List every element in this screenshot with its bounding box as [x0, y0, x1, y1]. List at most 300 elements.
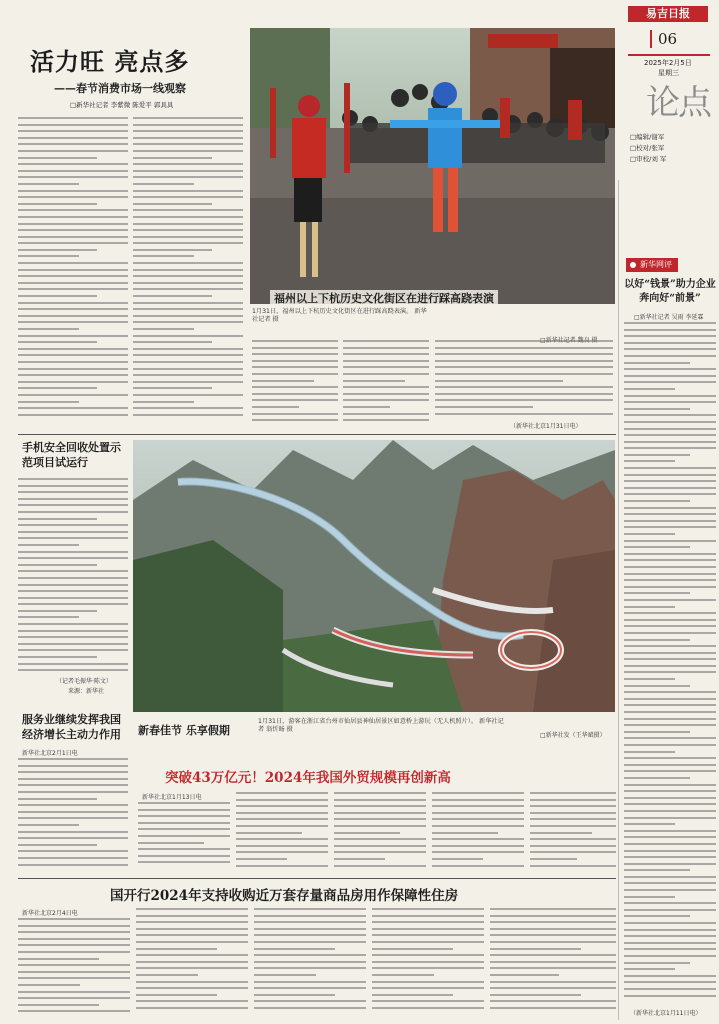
text-line [624, 454, 690, 456]
text-line [624, 784, 716, 786]
text-line [18, 361, 128, 363]
text-line [372, 1007, 484, 1009]
text-line [432, 851, 524, 853]
text-line [490, 994, 581, 996]
text-line [435, 380, 563, 382]
text-line [624, 869, 690, 871]
text-line [530, 805, 616, 807]
text-line [18, 229, 128, 231]
text-line [624, 342, 716, 344]
text-line [18, 394, 128, 396]
article4-title: 突破43万亿元！2024年我国外贸规模再创新高 [165, 770, 451, 786]
text-line [432, 799, 524, 801]
text-line [624, 704, 716, 706]
text-line [133, 335, 243, 337]
text-line [624, 507, 716, 509]
text-line [343, 340, 429, 342]
text-line [136, 974, 198, 976]
text-line [624, 586, 716, 588]
article5-col4 [372, 908, 484, 1018]
text-line [372, 1000, 484, 1002]
article5-title: 国开行2024年支持收购近万套存量商品房用作保障性住房 [110, 888, 459, 904]
glass-bridge-photo [133, 440, 615, 712]
text-line [624, 434, 716, 436]
article5-dateline: 新华社北京2月4日电 [22, 910, 78, 917]
text-line [624, 889, 716, 891]
text-line [133, 341, 212, 343]
text-line [334, 858, 385, 860]
text-line [624, 955, 716, 957]
text-line [624, 553, 716, 555]
text-line [18, 944, 130, 946]
text-line [133, 315, 243, 317]
text-line [18, 407, 128, 409]
text-line [334, 825, 426, 827]
text-line [254, 1000, 366, 1002]
text-line [624, 447, 716, 449]
text-line [254, 941, 366, 943]
text-line [624, 935, 716, 937]
text-line [334, 812, 426, 814]
text-line [254, 934, 366, 936]
text-line [252, 366, 338, 368]
text-line [490, 948, 581, 950]
text-line [133, 414, 243, 416]
text-line [624, 777, 690, 779]
text-line [624, 513, 716, 515]
text-line [133, 229, 243, 231]
article4-dateline: 新华社北京1月13日电 [142, 794, 202, 801]
text-line [18, 951, 130, 953]
article4-col5 [530, 792, 616, 874]
text-line [372, 981, 484, 983]
text-line [133, 249, 212, 251]
text-line [18, 137, 128, 139]
text-line [624, 995, 716, 997]
text-line [136, 994, 217, 996]
text-line [530, 851, 616, 853]
text-line [133, 242, 243, 244]
text-line [254, 928, 366, 930]
text-line [133, 407, 243, 409]
text-line [334, 818, 426, 820]
text-line [136, 908, 248, 910]
text-line [624, 665, 716, 667]
text-line [133, 288, 243, 290]
text-line [18, 262, 128, 264]
text-line [18, 984, 80, 986]
lead-body-col1 [18, 117, 128, 422]
text-line [18, 414, 128, 416]
text-line [18, 656, 97, 658]
text-line [236, 825, 328, 827]
photo1-caption-small: 1月31日，福州以上下杭历史文化街区在进行踩高跷表演。 新华社记者 摄 [252, 308, 427, 323]
lead-title: 活力旺 亮点多 [30, 47, 190, 76]
text-line [18, 183, 79, 185]
text-line [18, 143, 128, 145]
text-line [18, 925, 130, 927]
text-line [252, 380, 314, 382]
text-line [432, 832, 498, 834]
text-line [624, 803, 716, 805]
text-line [334, 799, 426, 801]
text-line [236, 845, 328, 847]
text-line [624, 691, 716, 693]
text-line [624, 863, 716, 865]
text-line [624, 329, 716, 331]
text-line [138, 848, 230, 850]
sidebar-dateline-end: （新华社北京1月11日电） [630, 1010, 702, 1017]
article5-col3 [254, 908, 366, 1018]
masthead [620, 6, 715, 176]
text-line [624, 711, 716, 713]
text-line [18, 478, 128, 480]
article5-col5 [490, 908, 616, 1018]
text-line [18, 623, 128, 625]
photo1-caption-main: 福州以上下杭历史文化街区在进行踩高跷表演 [270, 290, 498, 306]
text-line [624, 401, 716, 403]
text-line [624, 612, 716, 614]
text-line [432, 818, 524, 820]
text-line [236, 858, 287, 860]
text-line [136, 915, 248, 917]
text-line [530, 838, 616, 840]
sidebar-body [624, 322, 716, 1004]
text-line [372, 948, 453, 950]
article4-col1 [138, 802, 230, 874]
text-line [18, 321, 128, 323]
text-line [138, 822, 230, 824]
text-line [372, 928, 484, 930]
text-line [624, 540, 716, 542]
text-line [372, 961, 484, 963]
article3-dateline: 新华社北京2月1日电 [22, 750, 78, 757]
text-line [432, 845, 524, 847]
text-line [18, 844, 97, 846]
photo2-banner: 新春佳节 乐享假期 [138, 724, 230, 737]
text-line [133, 394, 243, 396]
text-line [252, 340, 338, 342]
text-line [18, 315, 128, 317]
text-line [133, 216, 243, 218]
text-line [372, 934, 484, 936]
text-line [624, 698, 716, 700]
text-line [18, 130, 128, 132]
text-line [435, 347, 613, 349]
text-line [18, 209, 128, 211]
text-line [624, 764, 716, 766]
text-line [18, 1004, 99, 1006]
text-line [252, 413, 338, 415]
text-line [18, 150, 128, 152]
text-line [18, 778, 128, 780]
text-line [133, 308, 243, 310]
text-line [252, 373, 338, 375]
text-line [18, 850, 128, 852]
stilt-performance-photo [250, 28, 615, 304]
text-line [490, 974, 559, 976]
sidebar-title: 以好“钱景”助力企业奔向好“前景” [624, 279, 716, 304]
text-line [133, 401, 194, 403]
text-line [343, 347, 429, 349]
text-line [133, 163, 243, 165]
text-line [18, 771, 128, 773]
text-line [136, 1007, 248, 1009]
text-line [18, 255, 79, 257]
text-line [343, 406, 390, 408]
text-line [136, 921, 248, 923]
editor-line: □校对/张军 [630, 144, 665, 152]
text-line [18, 811, 128, 813]
text-line [252, 419, 338, 421]
text-line [236, 792, 328, 794]
text-line [18, 531, 128, 533]
text-line [624, 348, 716, 350]
text-line [372, 987, 484, 989]
article5-col2 [136, 908, 248, 1018]
text-line [133, 255, 194, 257]
text-line [133, 381, 243, 383]
text-line [133, 137, 243, 139]
text-line [254, 954, 366, 956]
text-line [343, 380, 405, 382]
text-line [18, 335, 128, 337]
text-line [133, 124, 243, 126]
text-line [432, 865, 524, 867]
text-line [18, 643, 128, 645]
text-line [624, 724, 716, 726]
text-line [624, 948, 716, 950]
text-line [18, 918, 130, 920]
text-line [490, 954, 616, 956]
text-line [530, 845, 616, 847]
text-line [252, 406, 299, 408]
text-line [18, 857, 128, 859]
text-line [624, 902, 716, 904]
text-line [624, 355, 716, 357]
text-line [236, 818, 328, 820]
text-line [343, 366, 429, 368]
text-line [18, 249, 97, 251]
text-line [624, 658, 716, 660]
text-line [624, 830, 716, 832]
editor-line: □编辑/谢军 [630, 133, 665, 141]
text-line [18, 649, 128, 651]
text-line [18, 216, 128, 218]
text-line [18, 564, 97, 566]
short-dateline: （新华社北京1月31日电） [510, 423, 582, 430]
text-line [236, 865, 328, 867]
text-line [624, 322, 716, 324]
text-line [18, 282, 128, 284]
text-line [18, 368, 128, 370]
text-line [624, 368, 716, 370]
text-line [18, 831, 128, 833]
text-line [18, 275, 128, 277]
text-line [372, 974, 434, 976]
text-line [624, 744, 716, 746]
text-line [530, 858, 577, 860]
text-line [133, 361, 243, 363]
text-line [18, 485, 128, 487]
text-line [490, 1000, 616, 1002]
text-line [136, 967, 248, 969]
text-line [18, 1010, 130, 1012]
text-line [435, 366, 613, 368]
text-line [18, 524, 128, 526]
text-line [624, 619, 716, 621]
text-line [252, 393, 338, 395]
text-line [490, 908, 616, 910]
photo2-caption-small: 1月31日，游客在浙江省台州市仙居县神仙居景区如意桥上游玩（无人机照片）。 新华社记者 翁忻旸 摄 [258, 718, 504, 733]
text-line [624, 909, 716, 911]
text-line [136, 954, 248, 956]
text-line [530, 818, 616, 820]
text-line [343, 353, 429, 355]
text-line [133, 275, 243, 277]
text-line [252, 360, 338, 362]
text-line [432, 792, 524, 794]
text-line [18, 964, 130, 966]
text-line [18, 938, 130, 940]
text-line [372, 908, 484, 910]
text-line [334, 805, 426, 807]
text-line [343, 419, 429, 421]
text-line [624, 678, 675, 680]
text-line [252, 353, 338, 355]
text-line [624, 559, 716, 561]
text-line [133, 170, 243, 172]
text-line [254, 908, 366, 910]
tag-marker-icon [630, 262, 636, 268]
text-line [624, 526, 716, 528]
text-line [18, 308, 128, 310]
text-line [254, 981, 366, 983]
text-line [624, 652, 716, 654]
text-line [18, 498, 128, 500]
text-line [133, 223, 243, 225]
text-line [624, 474, 716, 476]
text-line [343, 386, 429, 388]
text-line [254, 987, 366, 989]
text-line [490, 967, 616, 969]
text-line [624, 375, 716, 377]
text-line [18, 931, 130, 933]
text-line [18, 636, 128, 638]
text-line [18, 603, 128, 605]
article3-title: 服务业继续发挥我国经济增长主动力作用 [22, 713, 121, 741]
text-line [18, 958, 99, 960]
text-line [236, 812, 328, 814]
text-line [133, 117, 243, 119]
article4-col4 [432, 792, 524, 874]
text-line [624, 533, 675, 535]
text-line [343, 360, 429, 362]
text-line [18, 381, 128, 383]
article4-col2 [236, 792, 328, 874]
text-line [18, 791, 128, 793]
text-line [236, 838, 328, 840]
text-line [236, 851, 328, 853]
text-line [624, 500, 690, 502]
text-line [18, 387, 97, 389]
text-line [18, 798, 97, 800]
text-line [624, 915, 690, 917]
text-line [530, 792, 616, 794]
text-line [18, 348, 128, 350]
text-line [18, 837, 128, 839]
text-line [624, 421, 716, 423]
text-line [252, 347, 338, 349]
text-line [435, 413, 613, 415]
text-line [624, 843, 716, 845]
text-line [18, 597, 128, 599]
text-line [432, 825, 524, 827]
text-line [624, 520, 716, 522]
text-line [18, 328, 79, 330]
article4-col3 [334, 792, 426, 874]
text-line [372, 941, 484, 943]
text-line [343, 373, 429, 375]
text-line [530, 865, 616, 867]
text-line [18, 864, 128, 866]
text-line [254, 974, 316, 976]
text-line [133, 321, 243, 323]
text-line [18, 804, 128, 806]
text-line [334, 845, 426, 847]
text-line [236, 799, 328, 801]
text-line [18, 190, 128, 192]
text-line [133, 262, 243, 264]
text-line [435, 386, 613, 388]
text-line [372, 994, 453, 996]
text-line [624, 942, 716, 944]
text-line [18, 518, 97, 520]
text-line [133, 183, 194, 185]
text-line [530, 825, 616, 827]
text-line [624, 671, 716, 673]
text-line [624, 981, 716, 983]
text-line [624, 770, 716, 772]
text-line [624, 731, 690, 733]
text-line [624, 757, 716, 759]
text-line [334, 851, 426, 853]
text-line [18, 590, 128, 592]
text-line [435, 399, 613, 401]
text-line [133, 150, 243, 152]
text-line [18, 163, 128, 165]
text-line [136, 934, 248, 936]
text-line [18, 758, 128, 760]
text-line [18, 784, 128, 786]
lead-body-col3 [252, 340, 338, 430]
text-line [624, 850, 716, 852]
text-line [138, 842, 204, 844]
text-line [372, 954, 484, 956]
lead-subtitle: ——春节消费市场一线观察 [54, 82, 186, 95]
text-line [18, 176, 128, 178]
text-line [133, 157, 212, 159]
text-line [136, 1000, 248, 1002]
text-line [18, 584, 128, 586]
text-line [138, 809, 230, 811]
text-line [133, 190, 243, 192]
text-line [372, 921, 484, 923]
text-line [236, 805, 328, 807]
text-line [435, 373, 613, 375]
newspaper-logo: 易吉日报 [628, 6, 708, 22]
text-line [133, 328, 194, 330]
